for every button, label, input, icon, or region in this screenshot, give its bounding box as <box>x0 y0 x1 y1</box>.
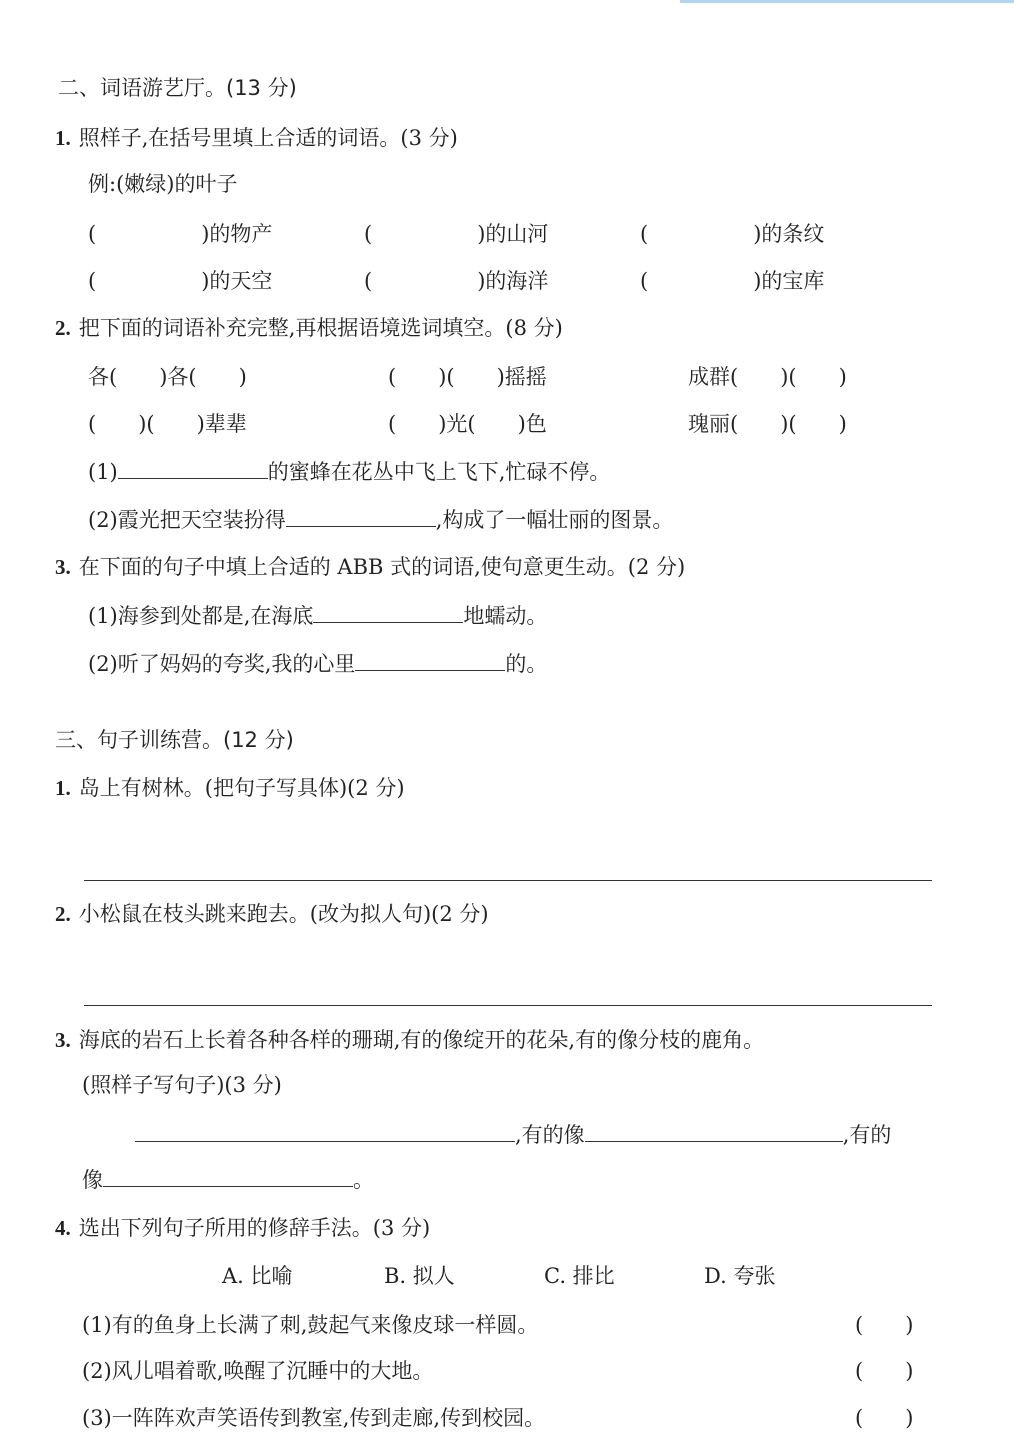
question-number: 2. <box>55 316 71 340</box>
word-fill[interactable]: ( )( )辈辈 <box>88 412 247 436</box>
section2-q3 <box>55 553 685 581</box>
question-number: 4. <box>55 1216 71 1240</box>
question-text: 选出下列句子所用的修辞手法。(3 分) <box>78 1216 431 1240</box>
question-text: 在下面的句子中填上合适的 ABB 式的词语,使句意更生动。(2 分) <box>78 555 686 579</box>
sentence-prefix: (1) <box>88 460 118 484</box>
answer-line[interactable] <box>84 1005 932 1006</box>
question-text: 照样子,在括号里填上合适的词语。(3 分) <box>78 126 458 150</box>
q3-sentence-2 <box>88 650 547 678</box>
fill-item[interactable]: ( )的物产 <box>88 222 273 246</box>
q3-imitate-line-1 <box>135 1121 891 1149</box>
answer-paren[interactable]: ( ) <box>855 1406 914 1430</box>
option-c: C. 排比 <box>544 1264 615 1288</box>
q3-imitate-line-2 <box>82 1166 374 1194</box>
question-text: 岛上有树林。(把句子写具体)(2 分) <box>78 776 405 800</box>
question-text: 小松鼠在枝头跳来跑去。(改为拟人句)(2 分) <box>78 902 489 926</box>
sentence-end: 。 <box>353 1168 374 1192</box>
q2-sentence-1 <box>88 458 610 486</box>
sentence-prefix: (2)霞光把天空装扮得 <box>88 508 286 532</box>
sentence-prefix: (1)海参到处都是,在海底 <box>88 604 314 628</box>
option-a: A. 比喻 <box>222 1264 293 1288</box>
answer-blank[interactable] <box>313 602 463 623</box>
word-fill[interactable]: 各( )各( ) <box>88 365 247 389</box>
section2-heading: 二、词语游艺厅。(13 分) <box>58 76 297 100</box>
q2-sentence-2 <box>88 506 673 534</box>
question-number: 3. <box>55 555 71 579</box>
section3-q4 <box>55 1214 430 1242</box>
word-fill[interactable]: ( )光( )色 <box>388 412 547 436</box>
word-fill[interactable]: ( )( )摇摇 <box>388 365 547 389</box>
sentence-suffix: 的。 <box>505 652 548 676</box>
answer-blank[interactable] <box>585 1121 843 1142</box>
example-text: 例:(嫩绿)的叶子 <box>88 172 238 196</box>
rhetoric-sentence-2: (2)风儿唱着歌,唤醒了沉睡中的大地。 <box>82 1359 434 1383</box>
answer-blank[interactable] <box>118 458 268 479</box>
word-fill[interactable]: 瑰丽( )( ) <box>688 412 847 436</box>
scan-edge <box>680 0 1014 3</box>
question-number: 3. <box>55 1028 71 1052</box>
answer-blank[interactable] <box>103 1166 353 1187</box>
fill-item[interactable]: ( )的山河 <box>364 222 549 246</box>
sentence-suffix: ,构成了一幅壮丽的图景。 <box>435 508 674 532</box>
section3-q1 <box>55 774 405 802</box>
question-number: 2. <box>55 902 71 926</box>
section3-q3 <box>55 1026 764 1054</box>
question-text: 把下面的词语补充完整,再根据语境选词填空。(8 分) <box>78 316 563 340</box>
section3-q2 <box>55 900 489 928</box>
fill-item[interactable]: ( )的海洋 <box>364 269 549 293</box>
q3-instruction: (照样子写句子)(3 分) <box>82 1073 282 1097</box>
sentence-connector: ,有的像 <box>515 1123 585 1147</box>
section2-q2 <box>55 314 563 342</box>
sentence-prefix: (2)听了妈妈的夸奖,我的心里 <box>88 652 356 676</box>
question-text: 海底的岩石上长着各种各样的珊瑚,有的像绽开的花朵,有的像分枝的鹿角。 <box>78 1028 765 1052</box>
answer-blank[interactable] <box>135 1121 515 1142</box>
section2-q1 <box>55 124 458 152</box>
fill-item[interactable]: ( )的宝库 <box>640 269 825 293</box>
fill-item[interactable]: ( )的天空 <box>88 269 273 293</box>
answer-blank[interactable] <box>286 506 436 527</box>
q3-sentence-1 <box>88 602 547 630</box>
option-d: D. 夸张 <box>704 1264 776 1288</box>
option-b: B. 拟人 <box>384 1264 455 1288</box>
fill-item[interactable]: ( )的条纹 <box>640 222 825 246</box>
question-number: 1. <box>55 126 71 150</box>
answer-blank[interactable] <box>355 650 505 671</box>
sentence-suffix: 的蜜蜂在花丛中飞上飞下,忙碌不停。 <box>267 460 611 484</box>
section3-heading: 三、句子训练营。(12 分) <box>55 728 294 752</box>
rhetoric-sentence-1: (1)有的鱼身上长满了刺,鼓起气来像皮球一样圆。 <box>82 1313 539 1337</box>
sentence-connector: ,有的 <box>842 1123 892 1147</box>
question-number: 1. <box>55 776 71 800</box>
answer-line[interactable] <box>84 880 932 881</box>
answer-paren[interactable]: ( ) <box>855 1359 914 1383</box>
sentence-prefix: 像 <box>82 1168 103 1192</box>
answer-paren[interactable]: ( ) <box>855 1313 914 1337</box>
sentence-suffix: 地蠕动。 <box>463 604 548 628</box>
word-fill[interactable]: 成群( )( ) <box>688 365 847 389</box>
rhetoric-sentence-3: (3)一阵阵欢声笑语传到教室,传到走廊,传到校园。 <box>82 1406 546 1430</box>
